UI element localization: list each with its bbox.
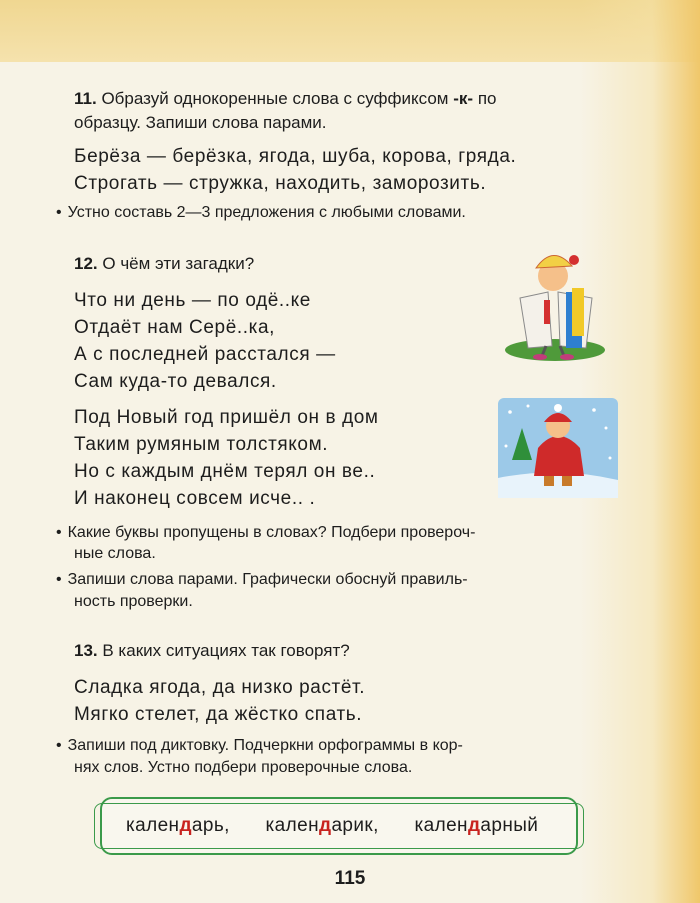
task12-bullet1-line1: Какие буквы пропущены в словах? Подбери провероч- <box>67 524 476 541</box>
task11-number: 11. <box>74 89 97 108</box>
word-part: арь, <box>191 815 230 836</box>
bullet-dot: • <box>56 524 62 541</box>
riddle1-line: Что ни день — по одё..ке <box>74 290 311 311</box>
dictionary-word-2 <box>266 815 379 836</box>
task12-bullet2-line2: ность проверки. <box>74 593 193 610</box>
task12-heading <box>74 253 254 275</box>
page-number: 115 <box>334 868 366 889</box>
dictionary-word-1 <box>126 815 230 836</box>
task13-number: 13. <box>74 641 98 660</box>
task13-bullet <box>56 735 463 756</box>
bullet-dot: • <box>56 204 62 221</box>
task13-proverb2: Мягко стелет, да жёстко спать. <box>74 704 363 725</box>
task12-bullet2 <box>56 569 468 590</box>
word-part: кален <box>414 815 468 836</box>
task11-example-line1: Берёза — берёзка, ягода, шуба, корова, гряда. <box>74 146 517 167</box>
winter-child-illustration <box>498 398 618 498</box>
task13-bullet-line2: нях слов. Устно подбери проверочные слова. <box>74 759 413 776</box>
task13-heading <box>74 640 350 662</box>
dictionary-word-3 <box>414 815 538 836</box>
calendar-boy-illustration <box>500 248 610 363</box>
dictionary-word-box <box>100 797 578 855</box>
riddle2-line: Таким румяным толстяком. <box>74 434 329 455</box>
task11-suffix: -к- <box>453 89 474 108</box>
task11-bullet-text: Устно составь 2—3 предложения с любыми словами. <box>67 204 466 221</box>
word-part: кален <box>265 815 319 836</box>
task12-question: О чём эти загадки? <box>102 254 255 273</box>
highlighted-letter: д <box>467 815 481 836</box>
task12-bullet1 <box>56 522 475 543</box>
word-part: арный <box>480 815 539 836</box>
bullet-dot: • <box>56 571 62 588</box>
riddle1-line: Сам куда-то девался. <box>74 371 277 392</box>
riddle1-line: Отдаёт нам Серё..ка, <box>74 317 276 338</box>
task11-line2: образцу. Запиши слова парами. <box>74 113 327 132</box>
riddle1-line: А с последней расстался — <box>74 344 336 365</box>
riddle2 <box>74 404 379 512</box>
task11-instruction-b: по <box>477 89 497 108</box>
riddle2-line: И наконец совсем исче.. . <box>74 488 316 509</box>
task13-question: В каких ситуациях так говорят? <box>102 641 350 660</box>
highlighted-letter: д <box>179 815 192 836</box>
riddle2-line: Под Новый год пришёл он в дом <box>74 407 379 428</box>
task11-example-line2: Строгать — стружка, находить, заморозить. <box>74 173 487 194</box>
task11-line1 <box>74 88 496 110</box>
task13-bullet-line1: Запиши под диктовку. Подчеркни орфограммы в кор- <box>67 737 463 754</box>
word-part: арик, <box>331 815 379 836</box>
task12-bullet1-line2: ные слова. <box>74 545 156 562</box>
riddle2-line: Но с каждым днём терял он ве.. <box>74 461 376 482</box>
task12-bullet2-line1: Запиши слова парами. Графически обоснуй правиль- <box>67 571 468 588</box>
bullet-dot: • <box>56 737 62 754</box>
dictionary-words <box>126 815 538 837</box>
task11-bullet <box>56 202 466 223</box>
task12-number: 12. <box>74 254 98 273</box>
highlighted-letter: д <box>318 815 332 836</box>
riddle1 <box>74 287 336 395</box>
word-part: кален <box>126 815 180 836</box>
task11-instruction-a: Образуй однокоренные слова с суффиксом <box>101 89 449 108</box>
task13-proverb1: Сладка ягода, да низко растёт. <box>74 677 366 698</box>
